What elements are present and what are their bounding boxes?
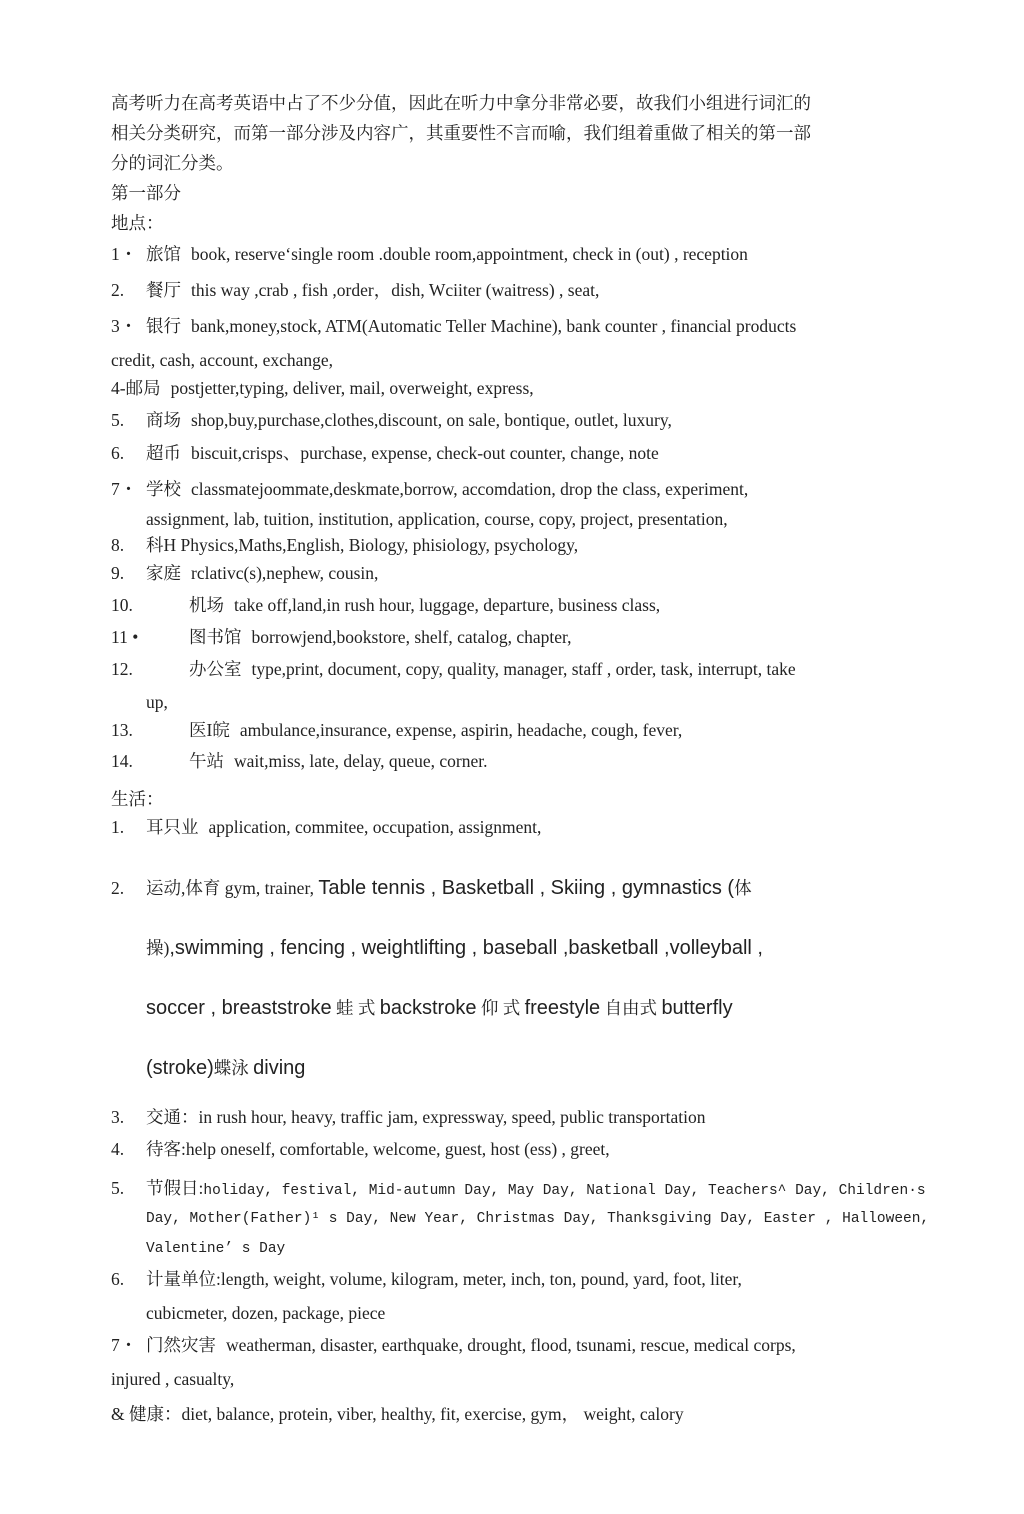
places-heading: 地点：	[111, 213, 164, 233]
list-item	[111, 815, 541, 839]
list-item	[111, 376, 534, 400]
list-item	[111, 876, 752, 900]
item-words-sans: soccer , breaststroke	[146, 997, 332, 1019]
intro-line: 分的词汇分类。	[111, 153, 234, 173]
item-category: 医I皖	[189, 720, 230, 740]
intro-line: 相关分类研究，而第一部分涉及内容广，其重要性不言而喻，我们组着重做了相关的第一部	[111, 123, 811, 143]
list-item-continuation: injured , casualty,	[111, 1369, 235, 1389]
list-item	[111, 1105, 705, 1129]
item-words: bank,money,stock, ATM(Automatic Teller Machine), bank counter , financial products	[191, 316, 797, 336]
item-words-sans: butterfly	[661, 997, 733, 1019]
list-item	[111, 1267, 742, 1291]
list-item	[111, 477, 748, 501]
list-item	[111, 625, 572, 649]
list-item-continuation: credit, cash, account, exchange,	[111, 350, 334, 370]
list-item	[111, 1176, 926, 1203]
section-title: 第一部分	[111, 183, 181, 203]
list-item	[111, 441, 659, 465]
item-category: 门然灾害	[146, 1335, 216, 1355]
item-words-cjk: 体	[734, 878, 752, 898]
item-number: 6.	[111, 443, 125, 463]
item-number: 4-	[111, 378, 126, 398]
item-words-sans: freestyle	[524, 997, 601, 1019]
item-words: in rush hour, heavy, traffic jam, expressway, speed, public transportation	[198, 1107, 706, 1127]
item-words-sans: ,swimming , fencing , weightlifting , baseball ,basketball ,volleyball ,	[169, 937, 763, 959]
item-words: wait,miss, late, delay, queue, corner.	[234, 751, 488, 771]
item-category: 办公室	[189, 659, 242, 679]
list-item	[111, 749, 488, 773]
item-words: length, weight, volume, kilogram, meter, inch, ton, pound, yard, foot, liter,	[220, 1269, 742, 1289]
list-item	[111, 657, 796, 681]
list-item-continuation: up,	[146, 692, 168, 712]
item-category: 图书馆	[189, 627, 242, 647]
item-category: 旅馆	[146, 244, 181, 264]
item-number: 11 •	[111, 627, 139, 647]
item-words-sans: (stroke)	[146, 1057, 214, 1079]
item-words-cjk: 操)	[146, 938, 170, 958]
list-item	[111, 1137, 610, 1161]
item-number: 2.	[111, 280, 125, 300]
item-words-cjk: 自由式	[604, 998, 658, 1018]
item-category: 待客:	[146, 1139, 186, 1159]
intro-line: 高考听力在高考英语中占了不少分值，因此在听力中拿分非常必要，故我们小组进行词汇的	[111, 93, 811, 113]
list-item-continuation: Day, Mother(Father)¹ s Day, New Year, Christmas Day, Thanksgiving Day, Easter , Halloween,	[146, 1211, 930, 1227]
item-category: 家庭	[146, 563, 181, 583]
list-item	[111, 593, 660, 617]
item-category: 节假日:	[146, 1178, 204, 1198]
item-number: 5.	[111, 1178, 125, 1198]
item-words-mono: holiday, festival, Mid-autumn Day, May Day, National Day, Teachers^ Day, Children·s	[203, 1183, 926, 1199]
item-words: book, reserve‘single room .double room,appointment, check in (out) , reception	[191, 244, 748, 264]
item-number: 7・	[111, 1335, 138, 1355]
item-words-cjk: 蝶泳	[213, 1058, 249, 1078]
item-category: 运动,体育	[146, 878, 221, 898]
list-item	[111, 1333, 796, 1357]
item-number: 1.	[111, 817, 125, 837]
item-number: 2.	[111, 878, 125, 898]
item-number: 3.	[111, 1107, 125, 1127]
item-number: 8.	[111, 535, 125, 555]
list-item	[111, 718, 682, 742]
item-category: 交通：	[146, 1107, 199, 1127]
item-category: 计量单位:	[146, 1269, 221, 1289]
item-number: 12.	[111, 659, 133, 679]
item-words: borrowjend,bookstore, shelf, catalog, chapter,	[251, 627, 572, 647]
item-category: 银行	[146, 316, 181, 336]
item-words: classmatejoommate,deskmate,borrow, accomdation, drop the class, experiment,	[191, 479, 749, 499]
item-words-sans: backstroke	[379, 997, 477, 1019]
item-number: 7・	[111, 479, 138, 499]
item-words: type,print, document, copy, quality, manager, staff , order, task, interrupt, take	[251, 659, 796, 679]
item-words-cjk: 蛙 式	[336, 998, 376, 1018]
list-item-continuation	[146, 936, 763, 960]
list-item-continuation	[146, 996, 733, 1020]
item-number: 6.	[111, 1269, 125, 1289]
list-item	[111, 408, 672, 432]
item-number: &	[111, 1404, 125, 1424]
list-item	[111, 533, 578, 557]
list-item	[111, 314, 796, 338]
item-category: 邮局	[125, 378, 161, 398]
item-category: 餐厅	[146, 280, 181, 300]
item-number: 14.	[111, 751, 133, 771]
item-words: rclativc(s),nephew, cousin,	[191, 563, 379, 583]
item-category: 午站	[189, 751, 224, 771]
list-item	[111, 1402, 684, 1426]
item-words: take off,land,in rush hour, luggage, departure, business class,	[234, 595, 661, 615]
item-words-sans: diving	[253, 1057, 306, 1079]
item-words-sans: Table tennis , Basketball , Skiing , gymnastics (	[318, 877, 735, 899]
item-words: biscuit,crisps、purchase, expense, check-out counter, change, note	[191, 443, 659, 463]
list-item-continuation: assignment, lab, tuition, institution, application, course, copy, project, presentation,	[146, 509, 728, 529]
item-words: diet, balance, protein, viber, healthy, fit, exercise, gym， weight, calory	[181, 1404, 684, 1424]
item-category: 商场	[146, 410, 181, 430]
item-number: 4.	[111, 1139, 125, 1159]
item-number: 13.	[111, 720, 133, 740]
list-item-continuation: cubicmeter, dozen, package, piece	[146, 1303, 386, 1323]
item-words: this way ,crab , fish ,order，dish, Wciiter (waitress) , seat,	[191, 280, 600, 300]
item-words: weatherman, disaster, earthquake, drought, flood, tsunami, rescue, medical corps,	[226, 1335, 796, 1355]
life-heading: 生活：	[111, 789, 164, 809]
item-number: 9.	[111, 563, 125, 583]
list-item-continuation: Valentine’ s Day	[146, 1241, 286, 1257]
item-words: ambulance,insurance, expense, aspirin, headache, cough, fever,	[239, 720, 683, 740]
item-number: 10.	[111, 595, 133, 615]
item-words: shop,buy,purchase,clothes,discount, on sale, bontique, outlet, luxury,	[191, 410, 672, 430]
item-number: 3・	[111, 316, 138, 336]
item-number: 5.	[111, 410, 125, 430]
item-words: gym, trainer,	[224, 878, 314, 898]
item-number: 1・	[111, 244, 138, 264]
item-words-cjk: 仰 式	[480, 998, 521, 1018]
item-category: 健康：	[129, 1404, 182, 1424]
item-category: 科H	[146, 535, 177, 555]
item-category: 学校	[146, 479, 181, 499]
item-words: application, commitee, occupation, assignment,	[208, 817, 542, 837]
item-words: help oneself, comfortable, welcome, guest, host (ess) , greet,	[185, 1139, 610, 1159]
item-category: 超币	[146, 443, 181, 463]
list-item	[111, 242, 748, 266]
item-category: 机场	[189, 595, 224, 615]
list-item	[111, 561, 378, 585]
item-words: Physics,Maths,English, Biology, phisiology, psychology,	[180, 535, 579, 555]
list-item	[111, 278, 599, 302]
list-item-continuation	[146, 1056, 305, 1080]
item-words: postjetter,typing, deliver, mail, overweight, express,	[170, 378, 534, 398]
item-category: 耳只业	[146, 817, 199, 837]
